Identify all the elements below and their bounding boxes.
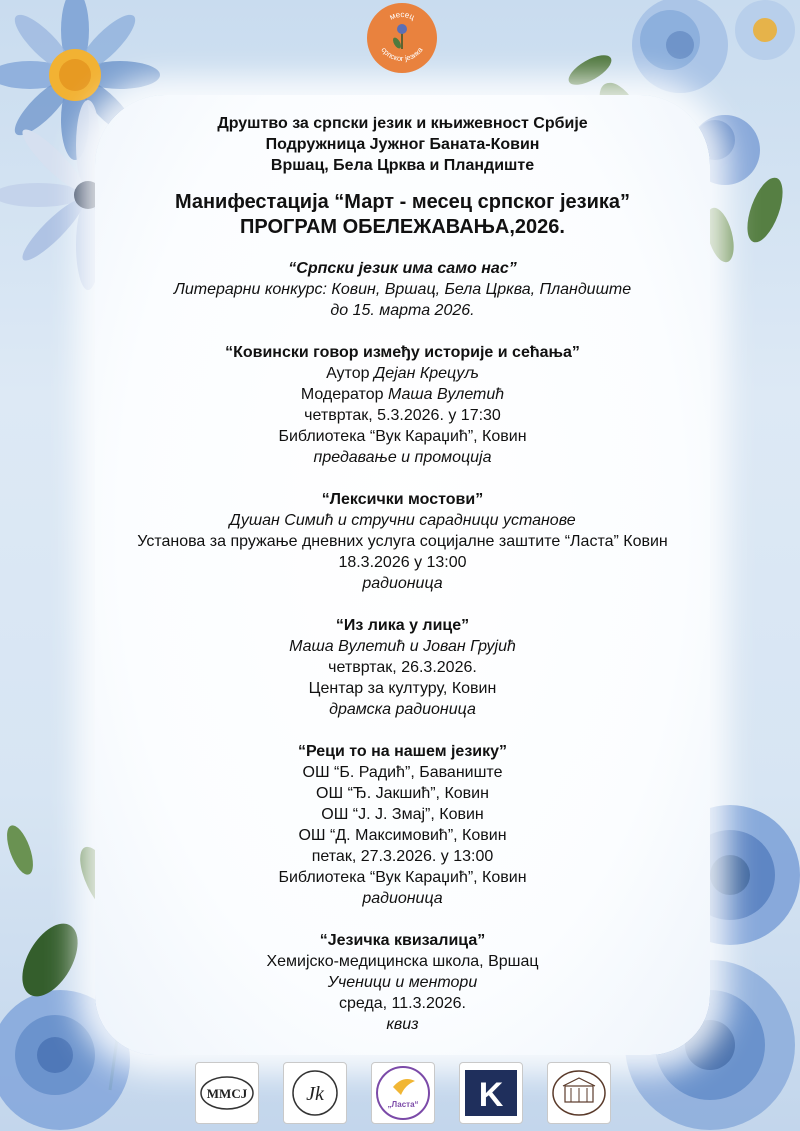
event-literary-contest	[100, 258, 705, 321]
event-description: Литерарни конкурс: Ковин, Вршац, Бела Црква, Пландиште	[173, 281, 632, 298]
mmsj-emblem	[199, 1073, 255, 1113]
partner-logos	[195, 1062, 610, 1124]
event-kovin-dialect	[100, 342, 705, 468]
library-emblem	[551, 1068, 607, 1118]
logo-lasta	[371, 1062, 435, 1124]
moderator-name: Маша Вулетић	[387, 386, 505, 403]
month-badge-logo	[367, 3, 437, 73]
event-deadline: до 15. марта 2026.	[330, 302, 475, 319]
logo-mmsj	[195, 1062, 259, 1124]
event-place: Хемијско-медицинска школа, Вршац	[266, 953, 539, 970]
k-emblem	[463, 1068, 519, 1118]
event-type: драмска радионица	[329, 701, 476, 718]
event-type: предавање и промоција	[313, 449, 492, 466]
event-people: Душан Симић и стручни сарадници установе	[229, 512, 576, 529]
event-school: ОШ “Д. Максимовић”, Ковин	[298, 827, 507, 844]
org-branch: Подружница Јужног Баната-Ковин	[265, 136, 540, 153]
lasta-emblem	[375, 1065, 431, 1121]
event-place: Библиотека “Вук Караџић”, Ковин	[278, 869, 527, 886]
author-name: Дејан Крецуљ	[373, 365, 479, 382]
moderator-label: Модератор	[300, 386, 384, 403]
org-towns: Вршац, Бела Црква и Пландиште	[270, 157, 535, 174]
event-heading: “Језичка квизалица”	[319, 932, 486, 949]
event-type: радионица	[362, 575, 443, 592]
org-name: Друштво за српски језик и књижевност Србије	[217, 115, 588, 132]
event-school: ОШ “Ђ. Јакшић”, Ковин	[316, 785, 489, 802]
badge-top-text: месец	[388, 9, 416, 22]
event-author-line	[100, 363, 705, 384]
lasta-text: „Ласта“	[387, 1100, 419, 1109]
event-say-it-in-our-language	[100, 741, 705, 909]
k-text: K	[478, 1076, 504, 1114]
event-place: Установа за пружање дневних услуга социјалне заштите “Ласта” Ковин	[137, 533, 668, 550]
event-people: Маша Вулетић и Јован Грујић	[289, 638, 516, 655]
event-heading: “Српски језик има само нас”	[288, 260, 517, 277]
jk-text: Jk	[306, 1083, 324, 1105]
event-date: петак, 27.3.2026. у 13:00	[311, 848, 494, 865]
event-lexical-bridges	[100, 489, 705, 594]
event-date: среда, 11.3.2026.	[338, 995, 466, 1012]
event-type: квиз	[386, 1016, 419, 1033]
event-school: ОШ “Б. Радић”, Баваниште	[302, 764, 503, 781]
title-manifestation: Манифестација “Март - месец српског језика”	[174, 191, 631, 213]
svg-text:месец	[388, 10, 416, 22]
logo-k	[459, 1062, 523, 1124]
logo-jk	[283, 1062, 347, 1124]
event-date: четвртак, 26.3.2026.	[328, 659, 477, 676]
mmsj-text: ММСЈ	[206, 1086, 248, 1101]
event-language-quiz	[100, 930, 705, 1035]
event-people: Ученици и ментори	[327, 974, 478, 991]
event-type: радионица	[362, 890, 443, 907]
event-date: четвртак, 5.3.2026. у 17:30	[304, 407, 501, 424]
event-heading: “Лексички мостови”	[321, 491, 484, 508]
badge-bottom-text: српског језика	[379, 45, 425, 64]
event-heading: “Из лика у лице”	[335, 617, 470, 634]
logo-library	[547, 1062, 611, 1124]
event-date: 18.3.2026 у 13:00	[338, 554, 467, 571]
event-heading: “Реци то на нашем језику”	[297, 743, 508, 760]
title-program: ПРОГРАМ ОБЕЛЕЖАВАЊА,2026.	[240, 216, 565, 238]
event-heading: “Ковински говор између историје и сећања”	[225, 344, 580, 361]
author-label: Аутор	[326, 365, 370, 382]
event-face-to-face	[100, 615, 705, 720]
event-school: ОШ “J. J. Змај”, Ковин	[321, 806, 484, 823]
page-title	[100, 190, 705, 240]
event-moderator-line	[100, 384, 705, 405]
badge-emblem	[367, 3, 437, 73]
jk-emblem	[290, 1068, 340, 1118]
event-place: Центар за културу, Ковин	[308, 680, 497, 697]
event-place: Библиотека “Вук Караџић”, Ковин	[278, 428, 527, 445]
organization-header	[100, 113, 705, 176]
program-content	[100, 113, 705, 1035]
